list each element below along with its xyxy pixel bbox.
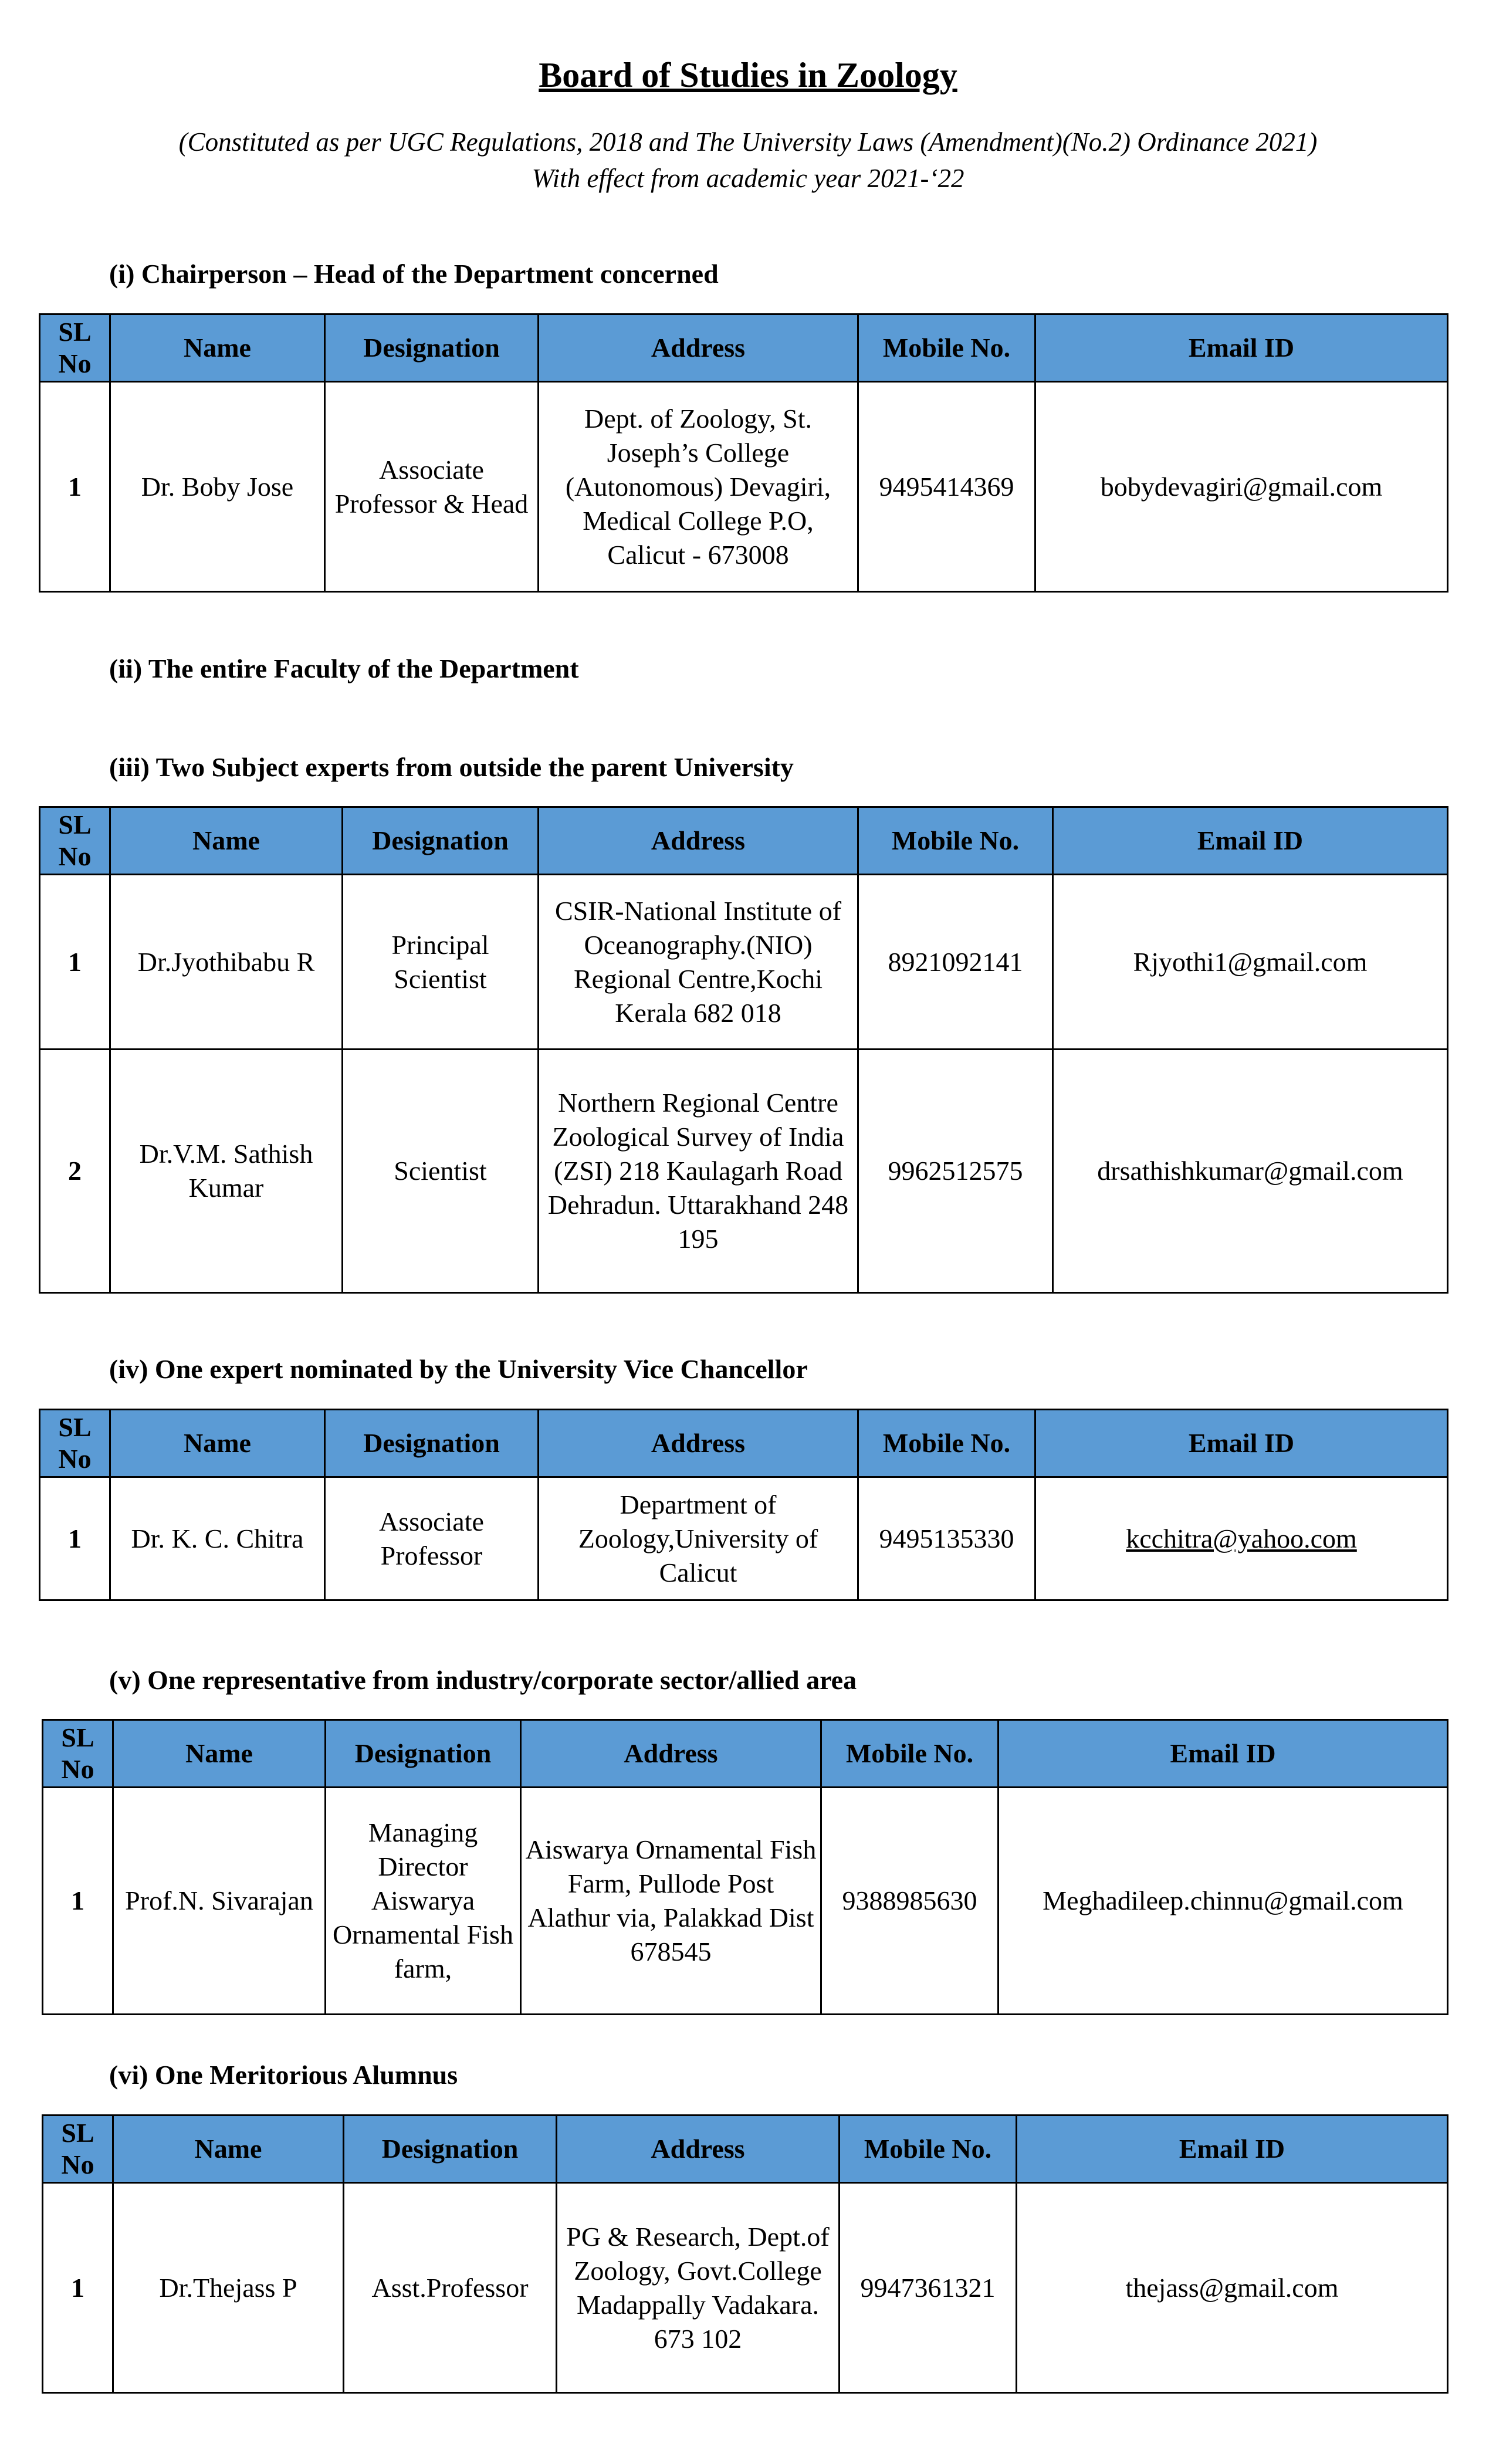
mobile-cell: 9962512575 [858,1050,1053,1293]
sl-cell: 1 [43,1788,113,2015]
email-cell: thejass@gmail.com [1017,2183,1448,2393]
mobile-cell: 9947361321 [840,2183,1017,2393]
column-header-designation: Designation [344,2116,557,2183]
section-heading-subject-experts: (iii) Two Subject experts from outside the parent University [109,752,794,782]
column-header-sl: SL No [40,807,110,875]
column-header-address: Address [539,807,858,875]
email-link[interactable]: kcchitra@yahoo.com [1035,1477,1448,1600]
column-header-email: Email ID [1017,2116,1448,2183]
table-header-row [40,314,1448,382]
subtitle-line-1: (Constituted as per UGC Regulations, 2018 and The University Laws (Amendment)(No.2) Ordinance 2021) [178,127,1318,157]
column-header-address: Address [539,314,858,382]
name-cell: Dr.Jyothibabu R [110,875,343,1050]
section-heading-alumnus: (vi) One Meritorious Alumnus [109,2060,458,2090]
address-cell: Northern Regional Centre Zoological Survey of India (ZSI) 218 Kaulagarh Road Dehradun. Uttarakhand 248 195 [539,1050,858,1293]
column-header-email: Email ID [1035,1410,1448,1477]
column-header-designation: Designation [343,807,539,875]
column-header-address: Address [521,1720,821,1788]
designation-cell: Associate Professor & Head [325,382,539,592]
sl-cell: 2 [40,1050,110,1293]
column-header-mobile: Mobile No. [821,1720,999,1788]
table-industry-rep [42,1719,1448,2015]
column-header-mobile: Mobile No. [858,1410,1035,1477]
name-cell: Dr. K. C. Chitra [110,1477,325,1600]
column-header-mobile: Mobile No. [858,314,1035,382]
column-header-name: Name [110,1410,325,1477]
section-heading-industry-rep: (v) One representative from industry/corporate sector/allied area [109,1665,857,1695]
section-heading-vc-nominee: (iv) One expert nominated by the University Vice Chancellor [109,1354,808,1384]
email-cell: drsathishkumar@gmail.com [1053,1050,1448,1293]
name-cell: Prof.N. Sivarajan [113,1788,326,2015]
name-cell: Dr. Boby Jose [110,382,325,592]
column-header-designation: Designation [325,1410,539,1477]
table-row [40,1477,1448,1600]
mobile-cell: 9495135330 [858,1477,1035,1600]
sl-cell: 1 [43,2183,113,2393]
column-header-sl: SL No [40,1410,110,1477]
column-header-name: Name [113,1720,326,1788]
mobile-cell: 9388985630 [821,1788,999,2015]
sl-cell: 1 [40,875,110,1050]
sl-cell: 1 [40,1477,110,1600]
name-cell: Dr.Thejass P [113,2183,344,2393]
mobile-cell: 9495414369 [858,382,1035,592]
table-row [40,875,1448,1050]
table-row [40,1050,1448,1293]
address-cell: CSIR-National Institute of Oceanography.(NIO) Regional Centre,Kochi Kerala 682 018 [539,875,858,1050]
table-chairperson [39,313,1448,593]
mobile-cell: 8921092141 [858,875,1053,1050]
table-header-row [43,2116,1448,2183]
table-alumnus [42,2114,1448,2394]
column-header-mobile: Mobile No. [858,807,1053,875]
table-row [43,1788,1448,2015]
sl-cell: 1 [40,382,110,592]
address-cell: Dept. of Zoology, St. Joseph’s College (Autonomous) Devagiri, Medical College P.O, Calicut - 673008 [539,382,858,592]
column-header-mobile: Mobile No. [840,2116,1017,2183]
address-cell: Aiswarya Ornamental Fish Farm, Pullode Post Alathur via, Palakkad Dist 678545 [521,1788,821,2015]
column-header-sl: SL No [43,1720,113,1788]
table-header-row [40,1410,1448,1477]
designation-cell: Principal Scientist [343,875,539,1050]
designation-cell: Asst.Professor [344,2183,557,2393]
table-row [40,382,1448,592]
table-header-row [43,1720,1448,1788]
name-cell: Dr.V.M. Sathish Kumar [110,1050,343,1293]
email-cell: bobydevagiri@gmail.com [1035,382,1448,592]
column-header-sl: SL No [43,2116,113,2183]
table-row [43,2183,1448,2393]
column-header-sl: SL No [40,314,110,382]
email-cell: Meghadileep.chinnu@gmail.com [999,1788,1448,2015]
column-header-name: Name [113,2116,344,2183]
column-header-name: Name [110,807,343,875]
column-header-address: Address [539,1410,858,1477]
column-header-designation: Designation [326,1720,521,1788]
column-header-email: Email ID [999,1720,1448,1788]
column-header-name: Name [110,314,325,382]
designation-cell: Associate Professor [325,1477,539,1600]
table-header-row [40,807,1448,875]
address-cell: PG & Research, Dept.of Zoology, Govt.College Madappally Vadakara. 673 102 [557,2183,840,2393]
subtitle-line-2: With effect from academic year 2021-‘22 [532,164,964,193]
page-title: Board of Studies in Zoology [539,56,957,94]
table-vc-nominee [39,1409,1448,1601]
email-cell: Rjyothi1@gmail.com [1053,875,1448,1050]
column-header-address: Address [557,2116,840,2183]
table-subject-experts [39,806,1448,1294]
designation-cell: Scientist [343,1050,539,1293]
designation-cell: Managing Director Aiswarya Ornamental Fish farm, [326,1788,521,2015]
address-cell: Department of Zoology,University of Calicut [539,1477,858,1600]
section-heading-faculty: (ii) The entire Faculty of the Department [109,654,579,683]
section-heading-chairperson: (i) Chairperson – Head of the Department concerned [109,259,719,289]
column-header-email: Email ID [1053,807,1448,875]
column-header-email: Email ID [1035,314,1448,382]
column-header-designation: Designation [325,314,539,382]
